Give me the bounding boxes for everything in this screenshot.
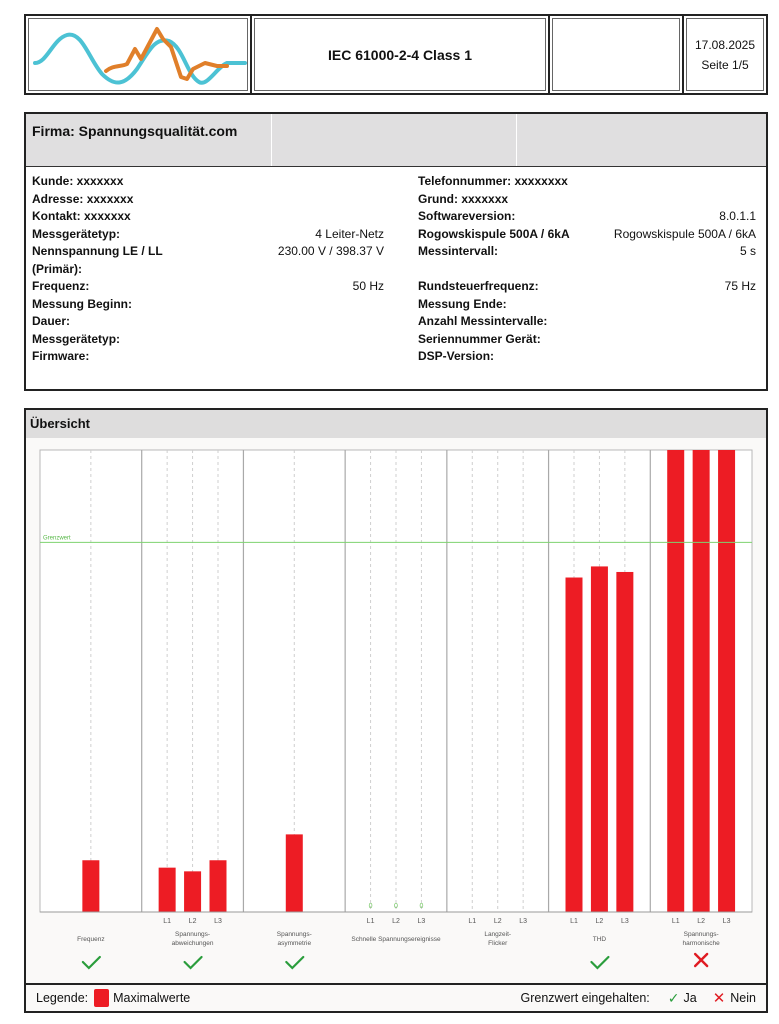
bar-l2 <box>184 871 201 912</box>
info-key: Messgerätetyp: <box>32 226 121 241</box>
bar-l1 <box>667 450 684 912</box>
info-row <box>418 243 756 278</box>
info-key: Messung Beginn: <box>32 296 133 311</box>
info-key: Frequenz: <box>32 279 90 293</box>
phase-label: L3 <box>417 918 426 925</box>
info-row <box>32 296 384 314</box>
info-right-column <box>394 173 756 366</box>
info-row <box>32 348 384 366</box>
info-key: Softwareversion: <box>418 209 516 223</box>
info-key: Kontakt: xxxxxxx <box>32 209 131 223</box>
bar-l1 <box>566 578 583 912</box>
info-key: Telefonnummer: xxxxxxxx <box>418 174 568 188</box>
info-key: Dauer: <box>32 314 71 328</box>
overview-panel <box>24 408 768 985</box>
phase-label: L3 <box>214 918 222 925</box>
value-label: 0 <box>419 903 424 910</box>
value-label: 0 <box>394 903 398 910</box>
bar-l3 <box>616 572 633 912</box>
waveform-logo-icon <box>27 19 249 91</box>
info-row <box>418 348 756 366</box>
info-row <box>418 278 756 296</box>
phase-label: L2 <box>188 918 197 925</box>
info-value: 4 Leiter-Netz <box>315 226 384 241</box>
info-key: Grund: xxxxxxx <box>418 191 509 206</box>
info-row <box>418 173 756 191</box>
info-value: 230.00 V / 398.37 V <box>277 244 384 258</box>
info-row <box>32 191 384 209</box>
bar-l1 <box>159 868 176 912</box>
category-label-line: asymmetrie <box>277 940 312 947</box>
check-icon <box>83 957 100 968</box>
info-key: Seriennummer Gerät: <box>418 331 541 346</box>
info-key: Rogowskispule 500A / 6kA <box>418 226 570 241</box>
category-label <box>77 936 104 943</box>
legend-limit-label: Grenzwert eingehalten: <box>520 991 650 1005</box>
legend-yes-label: Ja <box>683 991 697 1005</box>
overview-title: Übersicht <box>26 410 766 438</box>
category-label <box>351 936 441 943</box>
bar-l3 <box>210 860 227 912</box>
info-row <box>418 226 756 244</box>
bar-l2 <box>591 566 608 912</box>
phase-label: L2 <box>697 918 706 925</box>
phase-label: L1 <box>570 918 578 925</box>
phase-label: L1 <box>163 918 172 925</box>
info-value: 50 Hz <box>352 279 384 293</box>
info-key: Rundsteuerfrequenz: <box>418 279 539 293</box>
info-row <box>418 208 756 226</box>
check-icon <box>591 957 608 968</box>
phase-label: L1 <box>671 918 680 925</box>
phase-label: L2 <box>595 918 604 925</box>
info-key: Messgerätetyp: <box>32 331 121 346</box>
legend-swatch-maximalwerte <box>94 989 109 1007</box>
category-label-line: harmonische <box>682 940 720 947</box>
info-key: Nennspannung LE / LL (Primär): <box>32 244 163 276</box>
info-panel <box>24 112 768 391</box>
category-label-line: Schnelle Spannungsereignisse <box>351 936 441 943</box>
standard-title: IEC 61000-2-4 Class 1 <box>252 16 550 93</box>
cross-icon <box>695 954 707 966</box>
info-value: Rogowskispule 500A / 6kA <box>613 226 756 241</box>
phase-label: L2 <box>493 918 502 925</box>
info-row <box>32 173 384 191</box>
category-label-line: Spannungs- <box>683 931 719 938</box>
header-blank-cell <box>550 16 684 93</box>
info-row <box>32 331 384 349</box>
check-icon <box>185 957 202 968</box>
category-label-line: Langzeit- <box>484 931 512 938</box>
info-row <box>418 296 756 314</box>
check-icon <box>286 957 303 968</box>
info-key: Firmware: <box>32 349 90 363</box>
info-key: Adresse: xxxxxxx <box>32 191 134 206</box>
overview-chart <box>26 438 766 983</box>
info-row <box>32 208 384 226</box>
legend-series-label: Maximalwerte <box>113 991 191 1005</box>
info-row <box>32 243 384 278</box>
value-label: 0 <box>368 903 373 910</box>
category-label-line: Spannungs- <box>175 931 211 938</box>
report-date: 17.08.2025 <box>694 37 756 52</box>
info-header-cell <box>517 114 766 166</box>
phase-label: L3 <box>620 918 629 925</box>
info-value: 8.0.1.1 <box>719 209 756 223</box>
category-label <box>172 931 214 947</box>
phase-label: L1 <box>468 918 477 925</box>
info-row <box>418 331 756 349</box>
category-label-line: abweichungen <box>171 940 214 947</box>
legend-bar <box>24 983 768 1013</box>
category-label <box>593 936 607 943</box>
legend-no-label: Nein <box>730 991 756 1005</box>
info-key: Kunde: xxxxxxx <box>32 174 124 188</box>
info-row <box>418 191 756 209</box>
category-label <box>683 931 721 947</box>
cross-icon: ✕ <box>712 990 726 1007</box>
check-icon: ✓ <box>667 989 680 1006</box>
bar-value <box>82 860 99 912</box>
phase-label: L3 <box>722 918 731 925</box>
category-label <box>277 931 312 947</box>
bar-l2 <box>693 450 710 912</box>
report-header <box>24 14 768 95</box>
limit-label: Grenzwert <box>43 535 71 542</box>
bar-l3 <box>718 450 735 912</box>
phase-label: L2 <box>392 918 400 925</box>
info-header-band <box>26 114 766 167</box>
info-header-cell <box>272 114 517 166</box>
info-row <box>32 278 384 296</box>
phase-label: L1 <box>366 918 375 925</box>
info-key: Anzahl Messintervalle: <box>418 314 548 328</box>
category-label-line: Spannungs- <box>276 931 312 938</box>
page-number: Seite 1/5 <box>701 57 749 72</box>
category-label-line: Flicker <box>488 940 508 947</box>
legend-label: Legende: <box>36 991 89 1005</box>
category-label <box>484 931 511 947</box>
info-value: 75 Hz <box>724 279 756 293</box>
bar-value <box>286 834 303 912</box>
info-row <box>32 313 384 331</box>
logo-cell <box>26 16 252 93</box>
firm-name: Firma: Spannungsqualität.com <box>26 114 272 166</box>
category-label-line: Frequenz <box>77 936 105 943</box>
info-key: Messung Ende: <box>418 296 507 311</box>
info-key: Messintervall: <box>418 244 499 258</box>
category-label-line: THD <box>592 936 607 943</box>
info-left-column <box>32 173 394 366</box>
info-value: 5 s <box>739 244 756 258</box>
info-row <box>418 313 756 331</box>
info-row <box>32 226 384 244</box>
phase-label: L3 <box>519 918 528 925</box>
header-meta <box>684 16 766 93</box>
info-key: DSP-Version: <box>418 349 495 363</box>
